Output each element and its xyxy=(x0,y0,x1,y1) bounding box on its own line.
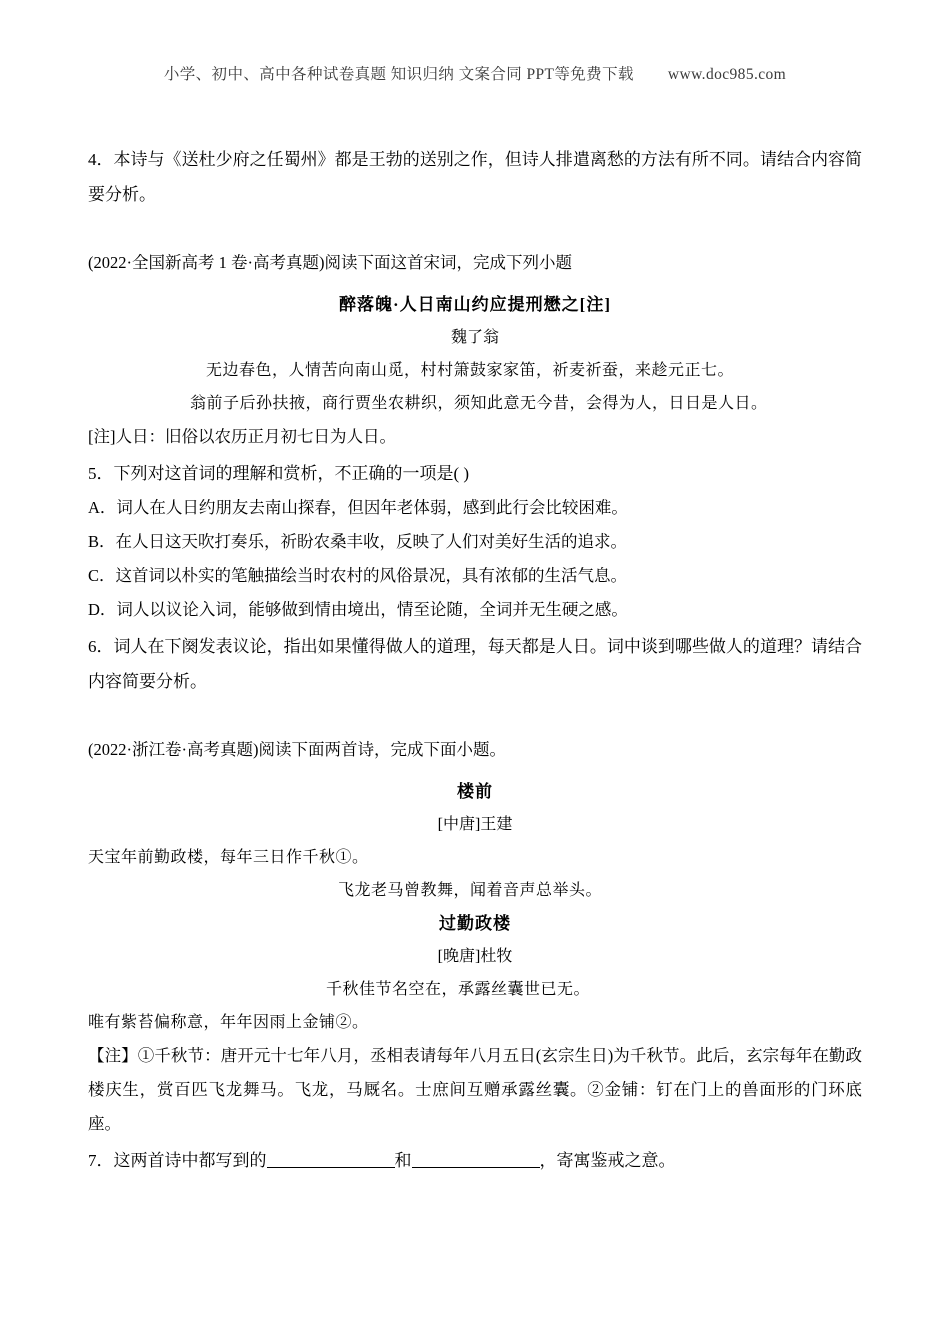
spacer xyxy=(88,699,862,733)
poem-1-line-1: 无边春色，人情苦向南山觅，村村箫鼓家家笛，祈麦祈蚕，来趁元正七。 xyxy=(206,362,735,379)
question-7-suffix: ，寄寓鉴戒之意。 xyxy=(539,1151,676,1170)
answer-blank-2[interactable] xyxy=(412,1150,540,1168)
note-2: 【注】①千秋节：唐开元十七年八月，丞相表请每年八月五日(玄宗生日)为千秋节。此后，玄宗每年在勤政楼庆生，赏百匹飞龙舞马。飞龙，马厩名。士庶间互赠承露丝囊。②金铺：钉在门上的兽面形的门环底座。 xyxy=(88,1046,862,1133)
poem-3-title: 过勤政楼 xyxy=(439,914,511,933)
poem-2-line-2: 飞龙老马曾教舞，闻着音声总举头。 xyxy=(338,882,603,899)
poem-1-title: 醉落魄·人日南山约应提刑懋之[注] xyxy=(339,295,611,314)
source-line-2: (2022·浙江卷·高考真题)阅读下面两首诗，完成下面小题。 xyxy=(88,740,506,759)
spacer xyxy=(88,767,862,775)
question-6: 6．词人在下阕发表议论，指出如果懂得做人的道理，每天都是人日。词中谈到哪些做人的道理？请结合内容简要分析。 xyxy=(88,637,862,691)
header-promo-text: 小学、初中、高中各种试卷真题 知识归纳 文案合同 PPT等免费下载 xyxy=(163,66,634,83)
poem-3-line-2: 唯有紫苔偏称意，年年因雨上金铺②。 xyxy=(88,1014,369,1031)
question-5-option-d: D．词人以议论入词，能够做到情由境出，情至论随，全词并无生硬之感。 xyxy=(88,600,628,619)
poem-3-author: [晚唐]杜牧 xyxy=(437,948,513,965)
question-7-prefix: 7．这两首诗中都写到的 xyxy=(88,1151,267,1170)
question-7 xyxy=(88,1143,862,1178)
poem-2-title: 楼前 xyxy=(457,782,493,801)
spacer xyxy=(88,212,862,246)
question-5: 5．下列对这首词的理解和赏析，不正确的一项是( ) xyxy=(88,464,470,483)
poem-2-author: [中唐]王建 xyxy=(437,816,513,833)
question-5-option-c: C．这首词以朴实的笔触描绘当时农村的风俗景况，具有浓郁的生活气息。 xyxy=(88,566,628,585)
poem-2-line-1: 天宝年前勤政楼，每年三日作千秋①。 xyxy=(88,849,369,866)
document-content xyxy=(88,140,862,1178)
question-7-mid: 和 xyxy=(394,1151,412,1170)
poem-1-author: 魏了翁 xyxy=(450,329,499,346)
header-site-url: www.doc985.com xyxy=(667,66,787,83)
spacer xyxy=(88,280,862,288)
question-4: 4．本诗与《送杜少府之任蜀州》都是王勃的送别之作，但诗人排遣离愁的方法有所不同。请结合内容简要分析。 xyxy=(88,150,862,204)
question-5-option-a: A．词人在人日约朋友去南山探春，但因年老体弱，感到此行会比较困难。 xyxy=(88,498,628,517)
poem-3-line-1: 千秋佳节名空在，承露丝囊世已无。 xyxy=(326,981,591,998)
poem-1-line-2: 翁前子后孙扶掖，商行贾坐农耕织，须知此意无今昔，会得为人，日日是人日。 xyxy=(190,395,768,412)
source-line-1: (2022·全国新高考 1 卷·高考真题)阅读下面这首宋词，完成下列小题 xyxy=(88,253,572,272)
answer-blank-1[interactable] xyxy=(267,1150,395,1168)
note-1: [注]人日：旧俗以农历正月初七日为人日。 xyxy=(88,427,396,446)
question-5-option-b: B．在人日这天吹打奏乐，祈盼农桑丰收，反映了人们对美好生活的追求。 xyxy=(88,532,628,551)
page-header xyxy=(0,62,950,84)
